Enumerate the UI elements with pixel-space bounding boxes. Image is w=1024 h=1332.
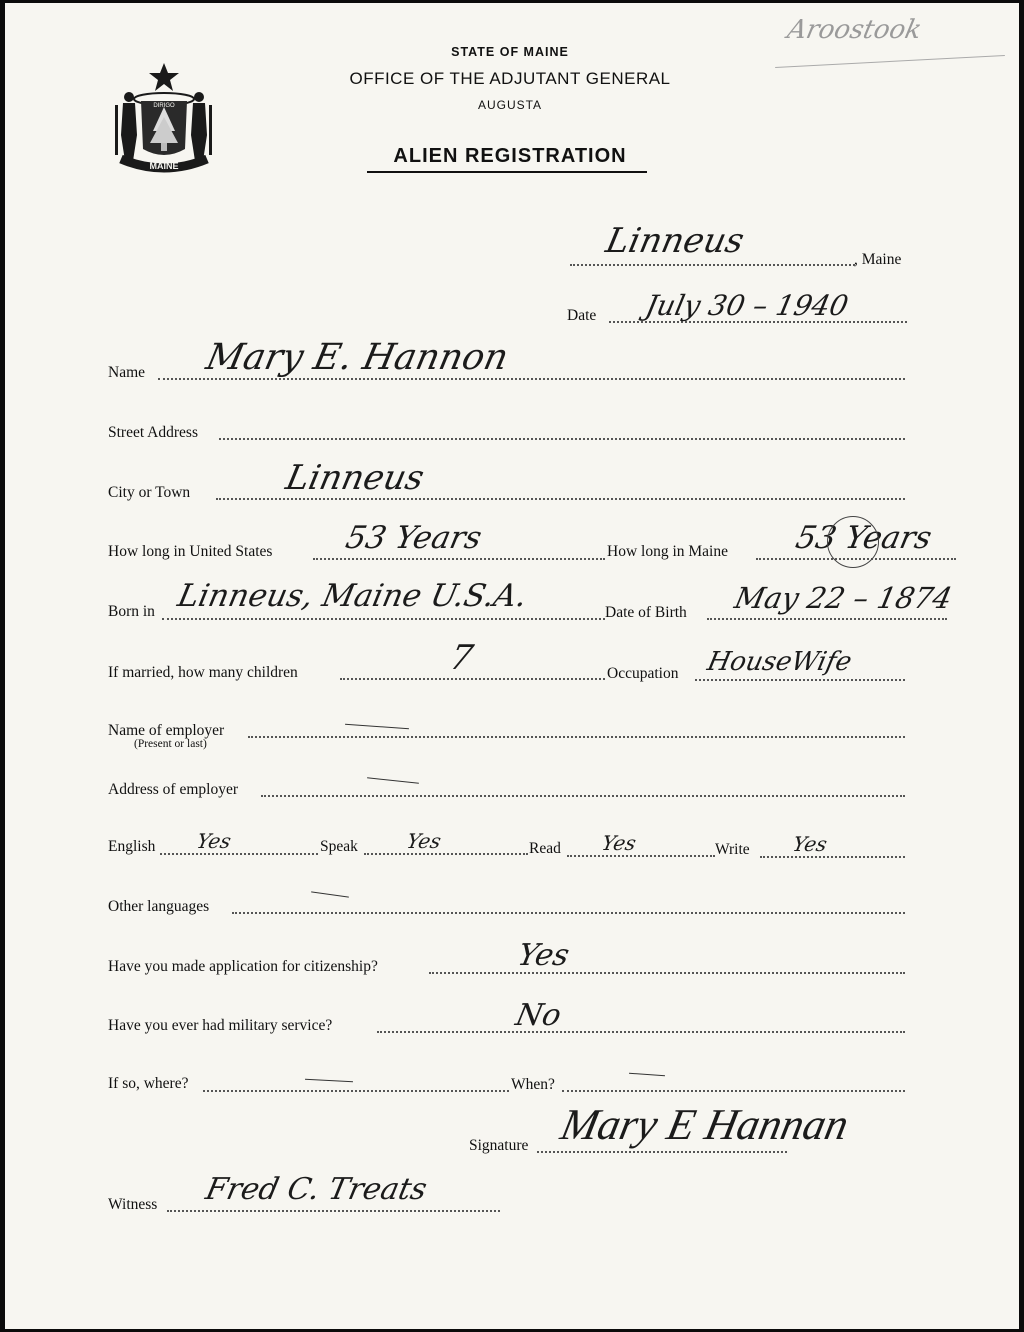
- signature-value: Mary E Hannan: [556, 1100, 853, 1149]
- english-value: Yes: [194, 829, 234, 853]
- read-line: [567, 855, 715, 857]
- svg-text:DIRIGO: DIRIGO: [153, 103, 175, 109]
- how-long-us-value: 53 Years: [342, 520, 485, 556]
- where-label: If so, where?: [108, 1075, 189, 1092]
- english-line: [160, 853, 318, 855]
- other-languages-dash: [311, 891, 349, 897]
- how-long-maine-value: 53 Years: [792, 520, 935, 556]
- children-line: [340, 678, 605, 680]
- corner-note: Aroostook: [784, 15, 925, 45]
- place-value: Linneus: [602, 221, 748, 261]
- write-label: Write: [715, 841, 750, 858]
- registration-form-page: [5, 3, 1019, 1329]
- employer-address-label: Address of employer: [108, 781, 238, 798]
- military-line: [377, 1031, 905, 1033]
- place-line: [570, 264, 855, 266]
- date-label: Date: [567, 307, 597, 324]
- street-label: Street Address: [108, 424, 198, 441]
- witness-label: Witness: [108, 1196, 158, 1213]
- military-label: Have you ever had military service?: [108, 1017, 333, 1034]
- occupation-label: Occupation: [607, 665, 679, 682]
- write-value: Yes: [790, 832, 830, 856]
- children-value: 7: [446, 638, 477, 678]
- born-in-line: [162, 618, 605, 620]
- header-office: OFFICE OF THE ADJUTANT GENERAL: [349, 69, 671, 88]
- witness-line: [167, 1210, 500, 1212]
- name-line: [158, 378, 905, 380]
- citizenship-label: Have you made application for citizenship?: [108, 958, 378, 975]
- when-line: [562, 1090, 905, 1092]
- street-line: [219, 438, 905, 440]
- citizenship-value: Yes: [514, 938, 573, 973]
- state-seal-icon: [111, 61, 217, 179]
- employer-address-line: [261, 795, 905, 797]
- employer-dash: [345, 724, 409, 729]
- employer-address-dash: [367, 777, 419, 783]
- read-value: Yes: [599, 831, 639, 855]
- born-in-value: Linneus, Maine U.S.A.: [174, 578, 531, 614]
- signature-line: [537, 1151, 787, 1153]
- where-line: [203, 1090, 509, 1092]
- name-value: Mary E. Hannon: [202, 337, 512, 378]
- name-label: Name: [108, 364, 146, 381]
- speak-label: Speak: [320, 838, 358, 855]
- city-value: Linneus: [282, 458, 428, 498]
- svg-text:MAINE: MAINE: [149, 161, 179, 171]
- english-label: English: [108, 838, 156, 855]
- how-long-us-label: How long in United States: [108, 543, 273, 560]
- citizenship-line: [429, 972, 905, 974]
- born-in-label: Born in: [108, 603, 155, 620]
- witness-value: Fred C. Treats: [202, 1172, 431, 1207]
- dob-line: [707, 618, 947, 620]
- read-label: Read: [529, 840, 561, 857]
- when-dash: [629, 1073, 665, 1077]
- military-value: No: [512, 998, 565, 1033]
- dob-value: May 22 – 1874: [731, 581, 956, 615]
- circled-mark: [827, 516, 879, 568]
- when-label: When?: [511, 1076, 555, 1093]
- employer-sublabel: (Present or last): [134, 738, 207, 750]
- other-languages-label: Other languages: [108, 898, 210, 915]
- how-long-us-line: [313, 558, 605, 560]
- speak-value: Yes: [404, 829, 444, 853]
- occupation-line: [695, 679, 905, 681]
- employer-label: Name of employer: [108, 722, 225, 739]
- write-line: [760, 856, 905, 858]
- header-state: STATE OF MAINE: [451, 45, 569, 59]
- form-title-underline: [367, 171, 647, 173]
- date-value: July 30 – 1940: [642, 289, 852, 322]
- occupation-value: HouseWife: [704, 647, 855, 677]
- city-line: [216, 498, 905, 500]
- children-label: If married, how many children: [108, 664, 298, 681]
- employer-line: [248, 736, 905, 738]
- how-long-maine-label: How long in Maine: [607, 543, 728, 560]
- speak-line: [364, 853, 528, 855]
- place-suffix: , Maine: [854, 251, 902, 268]
- corner-note-underline: [775, 55, 1005, 68]
- city-label: City or Town: [108, 484, 191, 501]
- header-city: AUGUSTA: [477, 98, 543, 112]
- form-title: ALIEN REGISTRATION: [393, 145, 627, 167]
- where-dash: [305, 1079, 353, 1083]
- signature-label: Signature: [469, 1137, 529, 1154]
- dob-label: Date of Birth: [605, 604, 687, 621]
- other-languages-line: [232, 912, 905, 914]
